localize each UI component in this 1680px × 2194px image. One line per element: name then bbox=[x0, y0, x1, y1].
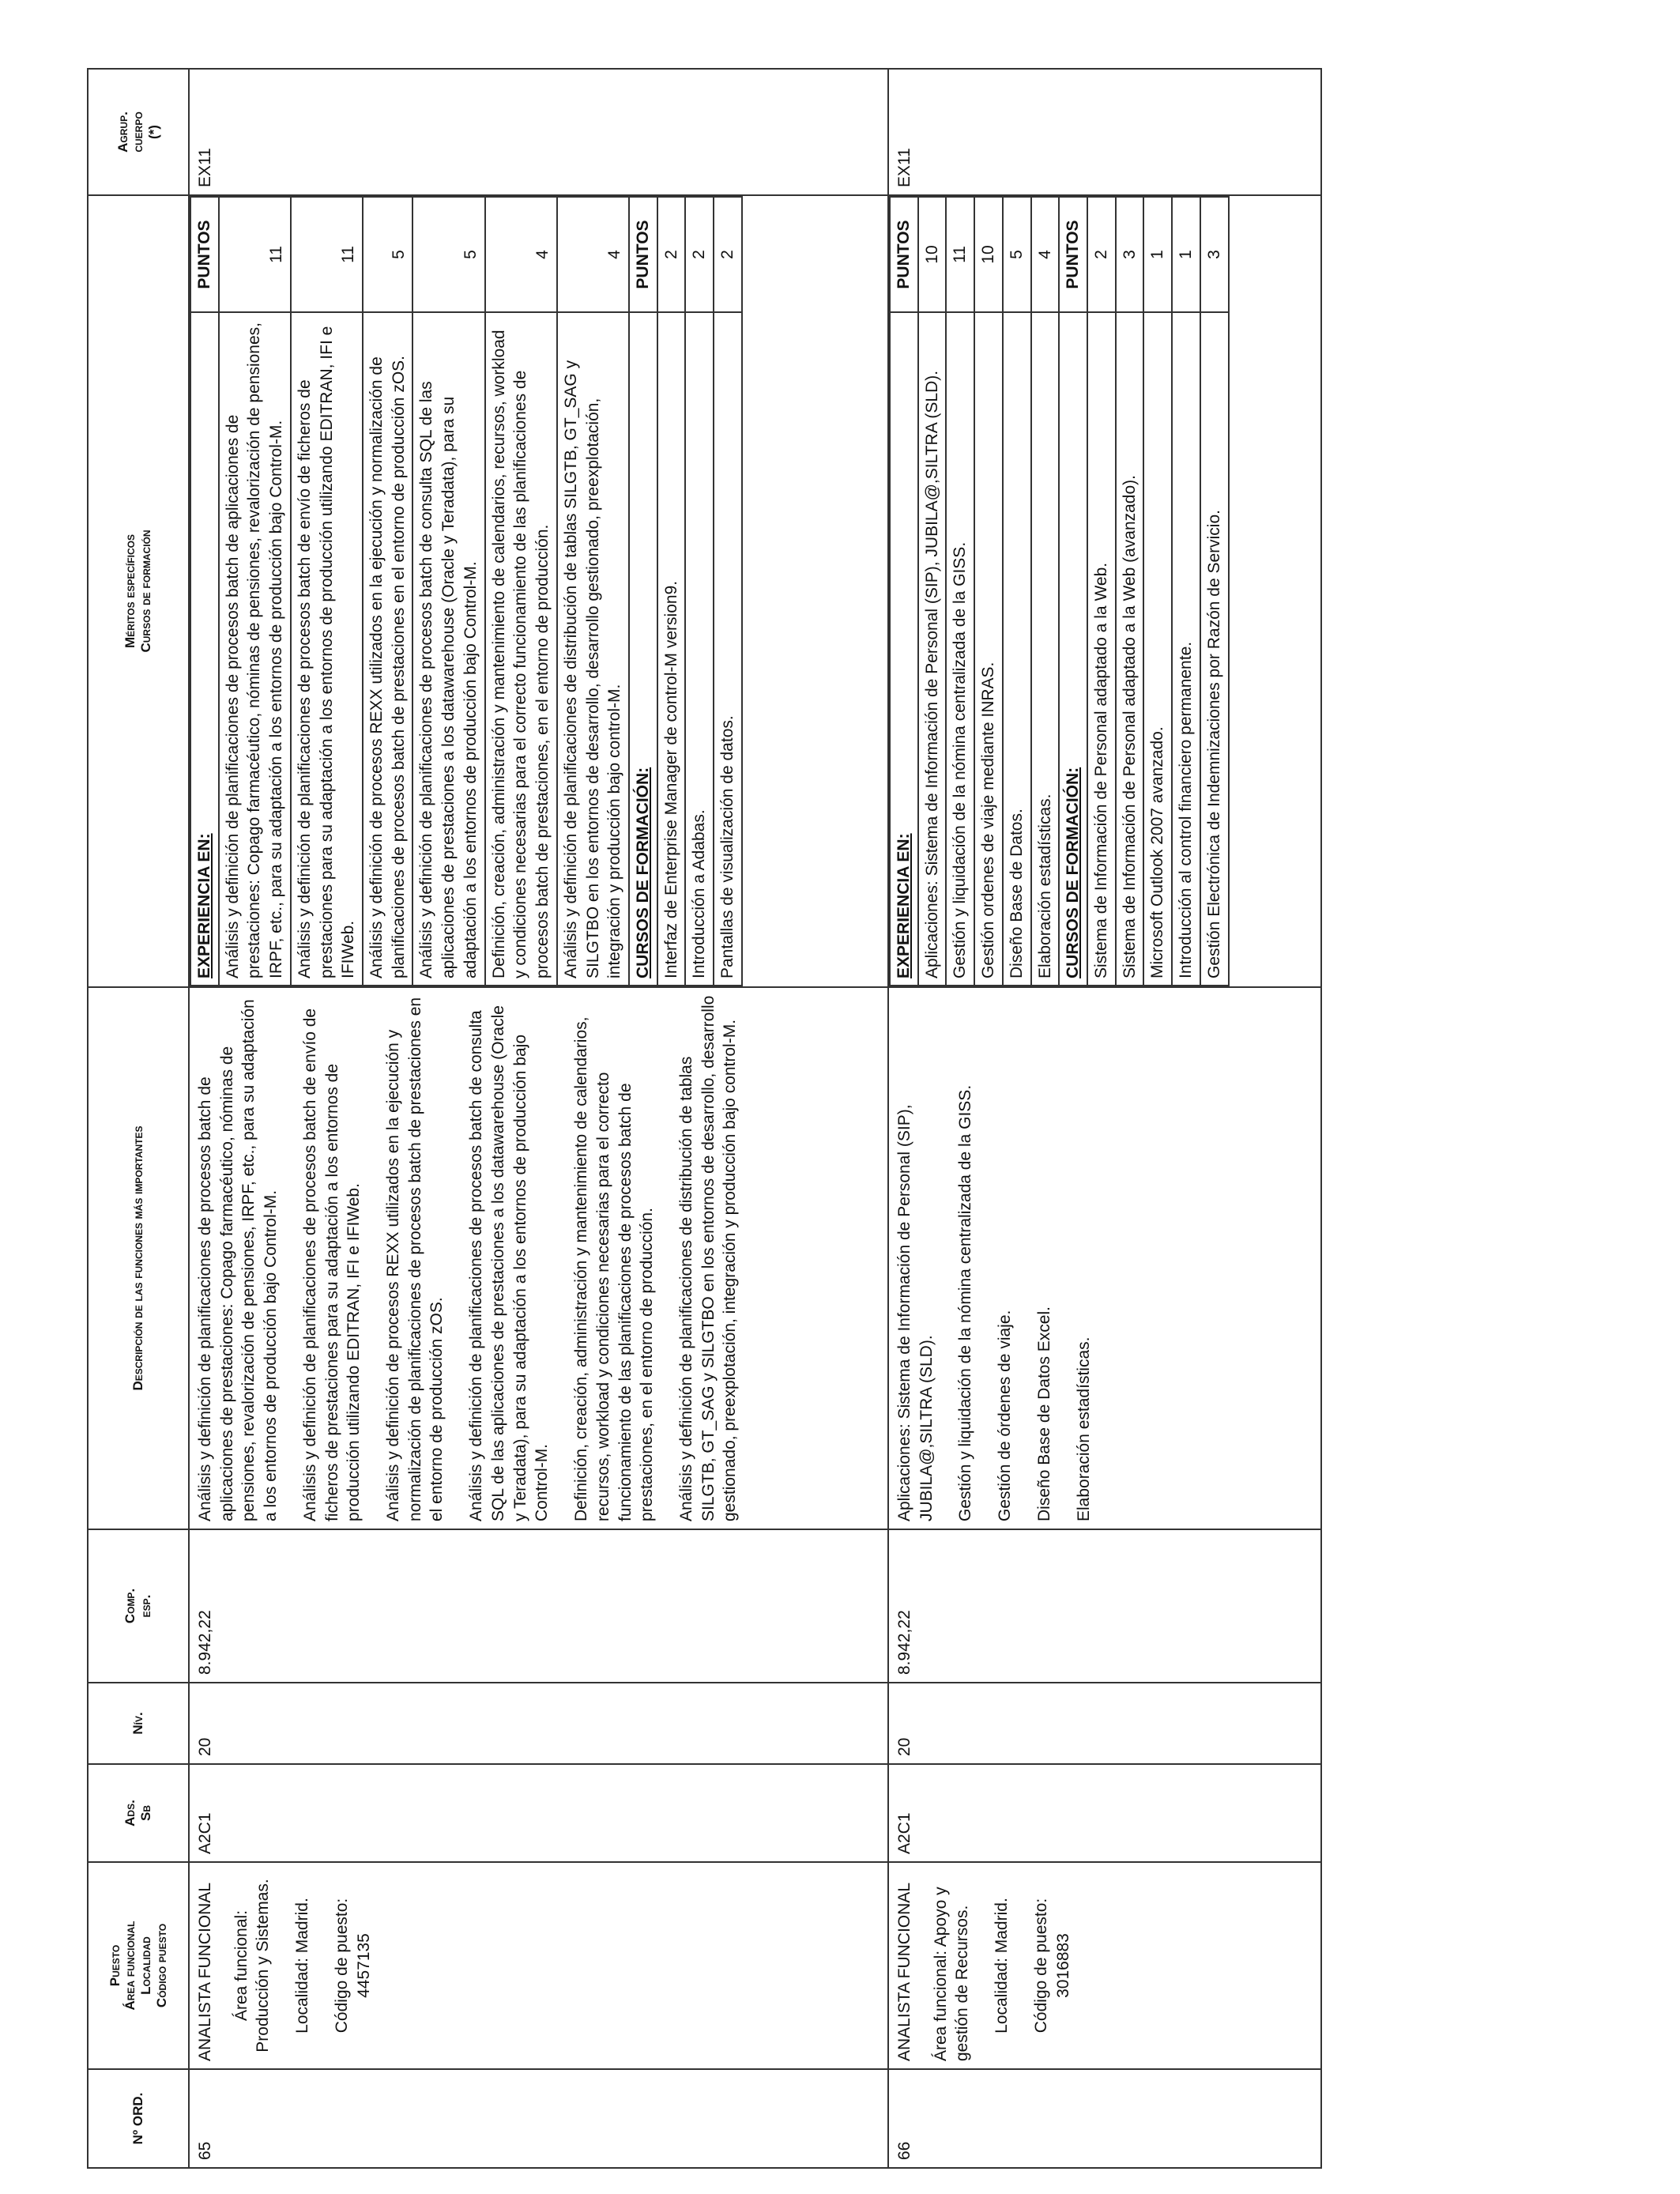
merito-item: Elaboración estadísticas. bbox=[1031, 312, 1060, 986]
curso-points: 1 bbox=[1172, 197, 1200, 312]
curso-item: Gestión Electrónica de Indemnizaciones por Razón de Servicio. bbox=[1200, 312, 1229, 986]
comp-esp: 8.942,22 bbox=[189, 1529, 888, 1683]
merito-item: Diseño Base de Datos. bbox=[1003, 312, 1031, 986]
header-cuerpo-line: cuerpo bbox=[130, 111, 146, 153]
header-sb-line: Sb bbox=[138, 1805, 153, 1822]
curso-points: 2 bbox=[1087, 197, 1116, 312]
puestos-table bbox=[87, 68, 1322, 2169]
descripcion-item: Diseño Base de Datos Excel. bbox=[1034, 1306, 1053, 1521]
puesto-localidad: Localidad: Madrid. bbox=[293, 1898, 312, 2034]
puesto-area: Área funcional: Producción y Sistemas. bbox=[232, 1879, 273, 2053]
merito-item: Gestión ordenes de viaje mediante INRAS. bbox=[974, 312, 1003, 986]
descripcion-cell bbox=[189, 987, 888, 1529]
header-meritos-line: Méritos específicos bbox=[122, 533, 138, 649]
header-asterisk-line: (*) bbox=[145, 125, 161, 139]
merito-points: 4 bbox=[485, 197, 557, 312]
table-row bbox=[888, 69, 1321, 2168]
header-agrup-line: Agrup. bbox=[115, 111, 130, 153]
header-puesto bbox=[88, 1862, 189, 2069]
descripcion-item: Análisis y definición de planificaciones de procesos batch de consulta SQL de las aplicaciones de prestaciones a los datawarehouse (Oracle y Teradata), para su adaptación a los entornos de producción bajo Control-M. bbox=[467, 1005, 552, 1521]
merito-points: 11 bbox=[291, 197, 363, 312]
merito-points: 4 bbox=[1031, 197, 1060, 312]
descripcion-cell bbox=[888, 987, 1321, 1529]
table-row bbox=[189, 69, 888, 2168]
header-meritos bbox=[88, 195, 189, 987]
merito-points: 10 bbox=[974, 197, 1003, 312]
header-niv: Nív. bbox=[88, 1683, 189, 1764]
descripcion-item: Análisis y definición de procesos REXX utilizados en la ejecución y normalización de planificaciones de procesos batch de prestaciones en el entorno de producción zOS. bbox=[384, 997, 446, 1521]
merito-points: 5 bbox=[412, 197, 484, 312]
header-n-ord: Nº ORD. bbox=[88, 2069, 189, 2168]
header-codigo-line: Código puesto bbox=[153, 1923, 169, 2008]
nivel: 20 bbox=[189, 1683, 888, 1764]
ads-sb: A2C1 bbox=[888, 1764, 1321, 1862]
puesto-title: ANALISTA FUNCIONAL bbox=[895, 1883, 913, 2061]
merito-points: 11 bbox=[946, 197, 974, 312]
merito-points: 10 bbox=[918, 197, 947, 312]
merito-item: Gestión y liquidación de la nómina centralizada de la GISS. bbox=[946, 312, 974, 986]
merito-points: 5 bbox=[1003, 197, 1031, 312]
puntos-header: PUNTOS bbox=[890, 197, 918, 312]
merito-item: Definición, creación, administración y mantenimiento de calendarios, recursos, workload y condiciones necesarias para el correcto funcionamiento de las planificaciones de procesos batch de prestaciones, en el entorno de producción. bbox=[485, 312, 557, 986]
puesto-cell bbox=[888, 1862, 1321, 2069]
curso-item: Sistema de Información de Personal adaptado a la Web. bbox=[1087, 312, 1116, 986]
header-cursos-line: Cursos de formación bbox=[138, 530, 153, 653]
header-ads bbox=[88, 1764, 189, 1862]
n-ord: 65 bbox=[189, 2069, 888, 2168]
merito-item: Análisis y definición de procesos REXX utilizados en la ejecución y normalización de planificaciones de procesos batch de prestaciones en el entorno de producción zOS. bbox=[363, 312, 412, 986]
curso-item: Introducción al control financiero permanente. bbox=[1172, 312, 1200, 986]
descripcion-item: Gestión y liquidación de la nómina centralizada de la GISS. bbox=[956, 1084, 975, 1521]
cursos-header: CURSOS DE FORMACIÓN: bbox=[629, 312, 657, 986]
curso-item: Microsoft Outlook 2007 avanzado. bbox=[1143, 312, 1172, 986]
header-comp-line: Comp. bbox=[122, 1588, 138, 1624]
agrup-cuerpo: EX11 bbox=[888, 69, 1321, 195]
descripcion-item: Gestión de órdenes de viaje. bbox=[996, 1310, 1015, 1521]
experiencia-header: EXPERIENCIA EN: bbox=[890, 312, 918, 986]
meritos-table bbox=[889, 196, 1230, 986]
rotated-page bbox=[87, 70, 1403, 2169]
puesto-localidad: Localidad: Madrid. bbox=[993, 1898, 1011, 2034]
puesto-codigo: Código de puesto: 4457135 bbox=[332, 1898, 373, 2034]
descripcion-item: Elaboración estadísticas. bbox=[1074, 1336, 1093, 1521]
header-puesto-line: Puesto bbox=[107, 1944, 122, 1987]
ads-sb: A2C1 bbox=[189, 1764, 888, 1862]
descripcion-item: Análisis y definición de planificaciones de procesos batch de envío de ficheros de prestaciones para su adaptación a los entornos de producción utilizando EDITRAN, IFI e IFIWeb. bbox=[300, 1008, 363, 1521]
merito-item: Análisis y definición de planificaciones de procesos batch de consulta SQL de las aplicaciones de prestaciones a los datawarehouse (Oracle y Teradata), para su adaptación a los entornos de producción bajo Control-M. bbox=[412, 312, 484, 986]
descripcion-item: Análisis y definición de planificaciones de procesos batch de aplicaciones de prestaciones: Copago farmacéutico, nóminas de pensiones, revalorización de pensiones, IRPF, etc., para su adaptación a los entornos de producción bajo Control-M. bbox=[196, 999, 281, 1521]
header-descripcion: Descripción de las funciones más importantes bbox=[88, 987, 189, 1529]
curso-item: Pantallas de visualización de datos. bbox=[714, 312, 742, 986]
curso-points: 1 bbox=[1143, 197, 1172, 312]
header-comp bbox=[88, 1529, 189, 1683]
experiencia-header: EXPERIENCIA EN: bbox=[190, 312, 219, 986]
header-localidad-line: Localidad bbox=[138, 1936, 153, 1995]
puntos-header: PUNTOS bbox=[190, 197, 219, 312]
curso-item: Sistema de Información de Personal adaptado a la Web (avanzado). bbox=[1116, 312, 1144, 986]
curso-points: 2 bbox=[714, 197, 742, 312]
curso-points: 3 bbox=[1116, 197, 1144, 312]
merito-points: 5 bbox=[363, 197, 412, 312]
curso-item: Introducción a Adabas. bbox=[685, 312, 714, 986]
puntos-header: PUNTOS bbox=[1059, 197, 1087, 312]
meritos-cell bbox=[189, 195, 888, 987]
puesto-title: ANALISTA FUNCIONAL bbox=[196, 1883, 214, 2061]
descripcion-item: Definición, creación, administración y mantenimiento de calendarios, recursos, workload y condiciones necesarias para el correcto funcionamiento de las planificaciones de procesos batch de prestaciones, en el entorno de producción. bbox=[572, 1016, 657, 1521]
merito-item: Análisis y definición de planificaciones de distribución de tablas SILGTB, GT_SAG y SILGTBO en los entornos de desarrollo, desarrollo gestionado, preexplotación, integración y producción bajo control-M. bbox=[557, 312, 629, 986]
puesto-area: Área funcional: Apoyo y gestión de Recursos. bbox=[931, 1887, 972, 2061]
header-ads-line: Ads. bbox=[122, 1800, 138, 1826]
curso-item: Interfaz de Enterprise Manager de control-M version9. bbox=[657, 312, 686, 986]
merito-item: Análisis y definición de planificaciones de procesos batch de aplicaciones de prestaciones: Copago farmacéutico, nóminas de pensiones, revalorización de pensiones, IRPF, etc., para su adaptación a los entornos de producción bajo Control-M. bbox=[219, 312, 291, 986]
header-row bbox=[88, 69, 189, 2168]
puesto-cell bbox=[189, 1862, 888, 2069]
header-area-line: Área funcional bbox=[122, 1921, 138, 2011]
merito-points: 4 bbox=[557, 197, 629, 312]
descripcion-item: Análisis y definición de planificaciones de distribución de tablas SILGTB, GT_SAG y SILGTBO en los entornos de desarrollo, desarrollo gestionado, preexplotación, integración y producción bajo control-M. bbox=[676, 995, 740, 1521]
curso-points: 2 bbox=[657, 197, 686, 312]
meritos-cell bbox=[888, 195, 1321, 987]
nivel: 20 bbox=[888, 1683, 1321, 1764]
comp-esp: 8.942,22 bbox=[888, 1529, 1321, 1683]
header-esp-line: esp. bbox=[138, 1594, 153, 1618]
meritos-table bbox=[190, 196, 743, 986]
puntos-header: PUNTOS bbox=[629, 197, 657, 312]
merito-item: Aplicaciones: Sistema de Información de Personal (SIP), JUBILA@,SILTRA (SLD). bbox=[918, 312, 947, 986]
curso-points: 3 bbox=[1200, 197, 1229, 312]
header-agrup bbox=[88, 69, 189, 195]
curso-points: 2 bbox=[685, 197, 714, 312]
n-ord: 66 bbox=[888, 2069, 1321, 2168]
descripcion-item: Aplicaciones: Sistema de Información de Personal (SIP), JUBILA@,SILTRA (SLD). bbox=[895, 1104, 936, 1521]
merito-points: 11 bbox=[219, 197, 291, 312]
agrup-cuerpo: EX11 bbox=[189, 69, 888, 195]
cursos-header: CURSOS DE FORMACIÓN: bbox=[1059, 312, 1087, 986]
merito-item: Análisis y definición de planificaciones de procesos batch de envío de ficheros de prestaciones para su adaptación a los entornos de producción utilizando EDITRAN, IFI e IFIWeb. bbox=[291, 312, 363, 986]
puesto-codigo: Código de puesto: 3016883 bbox=[1031, 1898, 1072, 2034]
